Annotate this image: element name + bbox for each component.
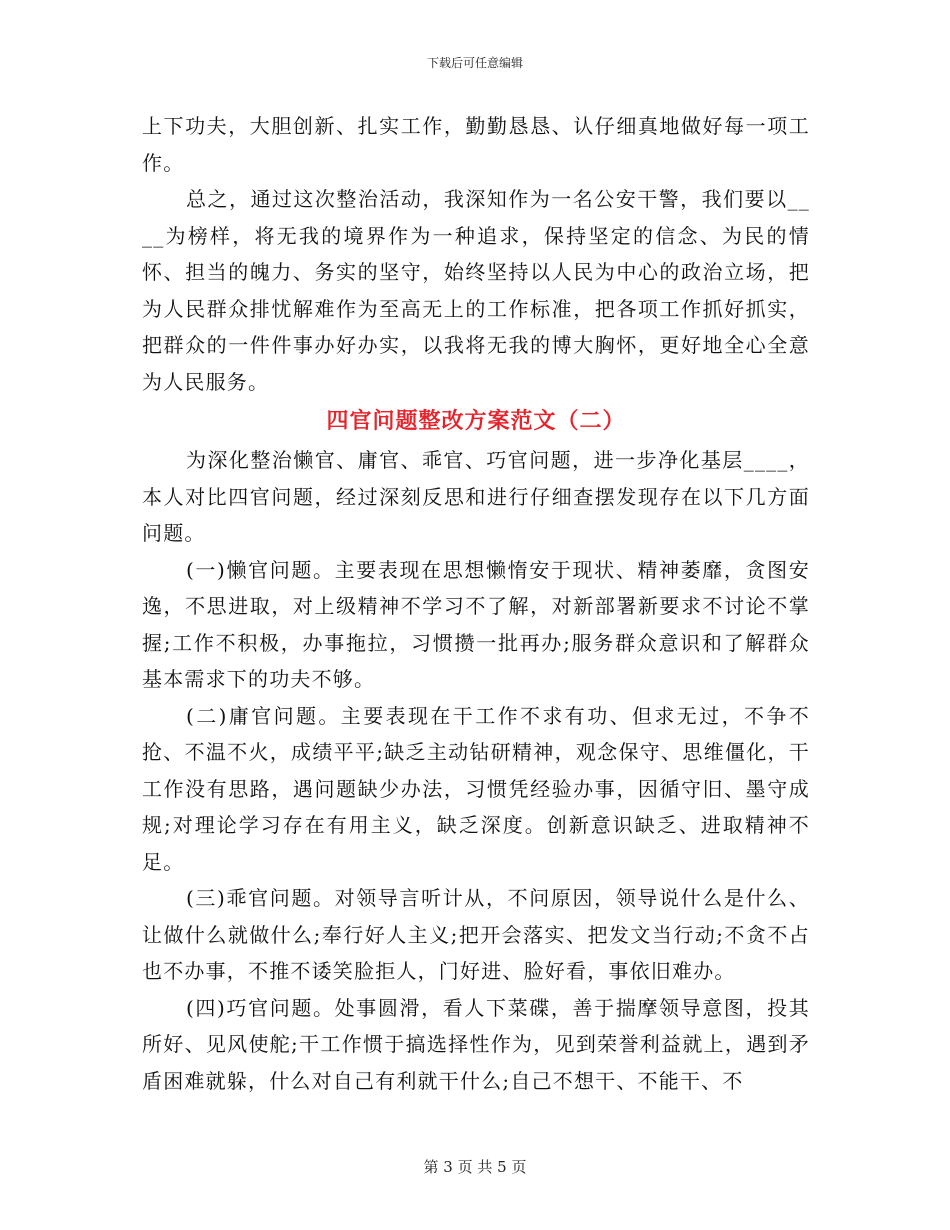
paragraph-mediocre-official: (二)庸官问题。主要表现在干工作不求有功、但求无过，不争不抢、不温不火，成绩平平;缺乏主动钻研精神，观念保守、思维僵化，干工作没有思路，遇问题缺少办法，习惯凭经验办事，因循守旧、墨守成规;对理论学习存在有用主义，缺乏深度。创新意识缺乏、进取精神不足。: [142, 703, 810, 874]
paragraph-crafty-official: (四)巧官问题。处事圆滑，看人下菜碟，善于揣摩领导意图，投其所好、见风使舵;干工作惯于搞选择性作为，见到荣誉利益就上，遇到矛盾困难就躲，什么对自己有利就干什么;自己不想干、不能干、不: [142, 995, 810, 1093]
section-title: 四官问题整改方案范文（二）: [326, 408, 626, 434]
paragraph-lazy-official: (一)懒官问题。主要表现在思想懒惰安于现状、精神萎靡，贪图安逸，不思进取，对上级精神不学习不了解，对新部署新要求不讨论不掌握;工作不积极，办事拖拉，习惯攒一批再办;服务群众意识和了解群众基本需求下的功夫不够。: [142, 557, 810, 691]
paragraph-conclusion: 总之，通过这次整治活动，我深知作为一名公安干警，我们要以____为榜样，将无我的境界作为一种追求，保持坚定的信念、为民的情怀、担当的魄力、务实的坚守，始终坚持以人民为中心的政治立场，把为人民群众排忧解难作为至高无上的工作标准，把各项工作抓好抓实，把群众的一件件事办好办实，以我将无我的博大胸怀，更好地全心全意为人民服务。: [142, 187, 810, 394]
document-body: [142, 108, 810, 1099]
paragraph-obedient-official: (三)乖官问题。对领导言听计从，不问原因，领导说什么是什么、让做什么就做什么;奉行好人主义;把开会落实、把发文当行动;不贪不占也不办事，不推不诿笑脸拒人，门好进、脸好看，事依旧难办。: [142, 886, 810, 983]
paragraph-intro: 为深化整治懒官、庸官、乖官、巧官问题，进一步净化基层____，本人对比四官问题，经过深刻反思和进行仔细查摆发现存在以下几方面问题。: [142, 448, 810, 545]
page-number: 第 3 页 共 5 页: [423, 1158, 527, 1176]
paragraph-continuation: 上下功夫，大胆创新、扎实工作，勤勤恳恳、认仔细真地做好每一项工作。: [142, 114, 810, 175]
header-note: 下载后可任意编辑: [426, 56, 523, 70]
